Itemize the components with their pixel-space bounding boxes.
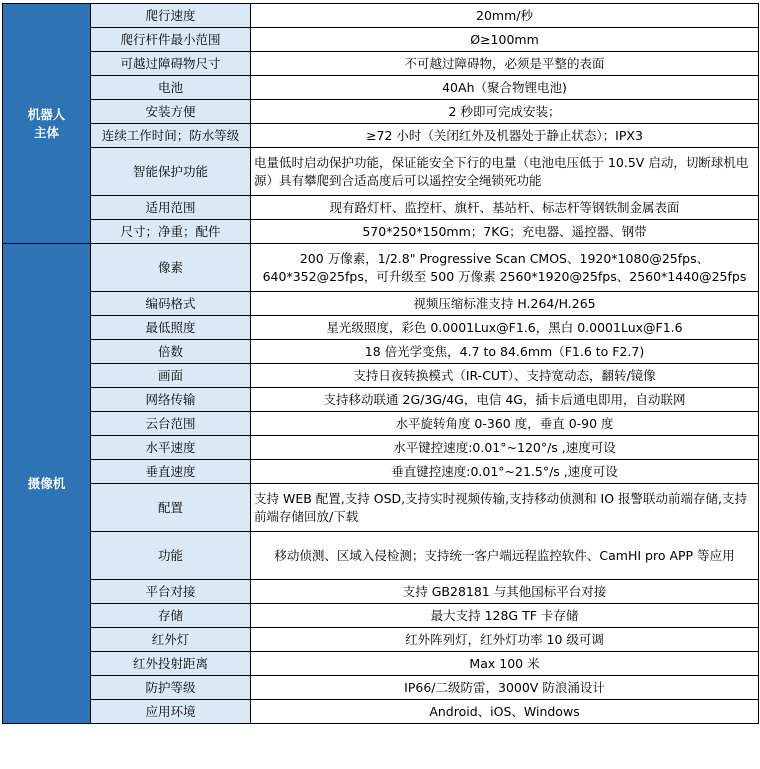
row-value: 570*250*150mm；7KG；充电器、遥控器、钢带 xyxy=(251,220,759,244)
table-row xyxy=(3,340,759,364)
table-row xyxy=(3,4,759,28)
row-value: 垂直键控速度:0.01°~21.5°/s ,速度可设 xyxy=(251,460,759,484)
table-row xyxy=(3,700,759,724)
row-value: IP66/二级防雷，3000V 防浪涌设计 xyxy=(251,676,759,700)
table-row xyxy=(3,460,759,484)
table-row xyxy=(3,652,759,676)
row-label: 存储 xyxy=(91,604,251,628)
table-row xyxy=(3,436,759,460)
row-label: 电池 xyxy=(91,76,251,100)
row-value: 视频压缩标准支持 H.264/H.265 xyxy=(251,292,759,316)
row-value: 支持 WEB 配置,支持 OSD,支持实时视频传输,支持移动侦测和 IO 报警联动前端存储,支持前端存储回放/下载 xyxy=(251,484,759,532)
row-value: 电量低时启动保护功能，保证能安全下行的电量（电池电压低于 10.5V 启动，切断球机电源）具有攀爬到合适高度后可以遥控安全绳锁死功能 xyxy=(251,148,759,196)
group-camera xyxy=(3,244,91,724)
table-row xyxy=(3,676,759,700)
table-row xyxy=(3,604,759,628)
row-label: 云台范围 xyxy=(91,412,251,436)
row-label: 水平速度 xyxy=(91,436,251,460)
row-value: Ø≥100mm xyxy=(251,28,759,52)
spec-table xyxy=(2,3,759,724)
row-value: 支持移动联通 2G/3G/4G，电信 4G，插卡后通电即用，自动联网 xyxy=(251,388,759,412)
row-value: Android、iOS、Windows xyxy=(251,700,759,724)
row-value: 18 倍光学变焦，4.7 to 84.6mm（F1.6 to F2.7) xyxy=(251,340,759,364)
table-row xyxy=(3,28,759,52)
table-row xyxy=(3,532,759,580)
table-row xyxy=(3,580,759,604)
row-label: 像素 xyxy=(91,244,251,292)
row-value: ≥72 小时（关闭红外及机器处于静止状态）；IPX3 xyxy=(251,124,759,148)
row-label: 尺寸；净重；配件 xyxy=(91,220,251,244)
table-row xyxy=(3,100,759,124)
row-label: 应用环境 xyxy=(91,700,251,724)
row-label: 垂直速度 xyxy=(91,460,251,484)
group-robot-line1: 机器人 xyxy=(27,106,66,122)
row-value: 不可越过障碍物，必须是平整的表面 xyxy=(251,52,759,76)
table-row xyxy=(3,484,759,532)
row-label: 画面 xyxy=(91,364,251,388)
row-label: 网络传输 xyxy=(91,388,251,412)
row-value: 最大支持 128G TF 卡存储 xyxy=(251,604,759,628)
row-value: 200 万像素，1/2.8" Progressive Scan CMOS、1920*1080@25fps、640*352@25fps，可升级至 500 万像素 2560*1920@25fps、2560*1440@25fps xyxy=(251,244,759,292)
row-label: 红外投射距离 xyxy=(91,652,251,676)
row-label: 倍数 xyxy=(91,340,251,364)
row-value: 支持日夜转换模式（IR-CUT）、支持宽动态，翻转/镜像 xyxy=(251,364,759,388)
table-row xyxy=(3,316,759,340)
row-label: 配置 xyxy=(91,484,251,532)
table-row xyxy=(3,292,759,316)
table-row xyxy=(3,124,759,148)
group-robot-line2: 主体 xyxy=(33,124,59,140)
row-label: 最低照度 xyxy=(91,316,251,340)
row-value: 水平键控速度:0.01°~120°/s ,速度可设 xyxy=(251,436,759,460)
row-label: 智能保护功能 xyxy=(91,148,251,196)
row-label: 防护等级 xyxy=(91,676,251,700)
row-label: 平台对接 xyxy=(91,580,251,604)
row-value: 水平旋转角度 0-360 度，垂直 0-90 度 xyxy=(251,412,759,436)
row-label: 爬行杆件最小范围 xyxy=(91,28,251,52)
table-row xyxy=(3,244,759,292)
row-value: Max 100 米 xyxy=(251,652,759,676)
row-label: 爬行速度 xyxy=(91,4,251,28)
row-value: 支持 GB28181 与其他国标平台对接 xyxy=(251,580,759,604)
row-value: 红外阵列灯，红外灯功率 10 级可调 xyxy=(251,628,759,652)
row-value: 20mm/秒 xyxy=(251,4,759,28)
table-row xyxy=(3,364,759,388)
row-label: 连续工作时间；防水等级 xyxy=(91,124,251,148)
table-row xyxy=(3,76,759,100)
table-row xyxy=(3,148,759,196)
row-label: 安装方便 xyxy=(91,100,251,124)
row-label: 编码格式 xyxy=(91,292,251,316)
group-camera-line1: 摄像机 xyxy=(27,475,66,491)
table-row xyxy=(3,52,759,76)
row-label: 功能 xyxy=(91,532,251,580)
table-row xyxy=(3,412,759,436)
row-label: 适用范围 xyxy=(91,196,251,220)
table-row xyxy=(3,628,759,652)
table-row xyxy=(3,196,759,220)
table-row xyxy=(3,220,759,244)
row-value: 现有路灯杆、监控杆、旗杆、基站杆、标志杆等钢铁制金属表面 xyxy=(251,196,759,220)
row-label: 红外灯 xyxy=(91,628,251,652)
row-value: 星光级照度，彩色 0.0001Lux@F1.6，黑白 0.0001Lux@F1.6 xyxy=(251,316,759,340)
row-value: 2 秒即可完成安装； xyxy=(251,100,759,124)
row-value: 移动侦测、区域入侵检测；支持统一客户端远程监控软件、CamHI pro APP 等应用 xyxy=(251,532,759,580)
row-value: 40Ah（聚合物锂电池) xyxy=(251,76,759,100)
table-row xyxy=(3,388,759,412)
group-robot-body xyxy=(3,4,91,244)
row-label: 可越过障碍物尺寸 xyxy=(91,52,251,76)
spec-table-body xyxy=(3,4,759,724)
